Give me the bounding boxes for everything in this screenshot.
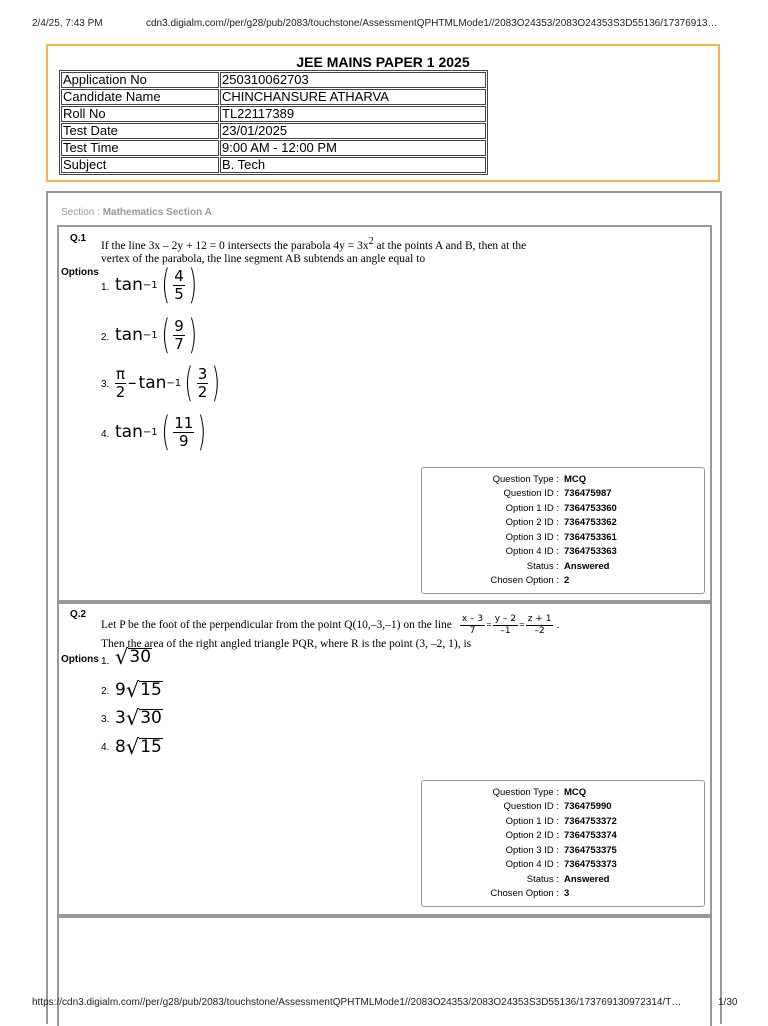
meta-value: 7364753374 <box>564 830 617 841</box>
option-4[interactable] <box>115 409 210 455</box>
denominator: –1 <box>500 625 511 636</box>
option-number: 4. <box>101 429 110 440</box>
meta-value: 7364753361 <box>564 532 617 543</box>
right-paren: ) <box>197 409 207 455</box>
meta-label: Option 2 ID : <box>505 517 559 528</box>
chosen-option-value: 3 <box>564 888 570 899</box>
question-text-part: If the line 3x – 2y + 12 = 0 intersects the parabola 4y = 3x <box>101 239 369 252</box>
meta-value: 7364753373 <box>564 859 617 870</box>
option-3[interactable] <box>115 360 224 406</box>
left-paren: ( <box>161 409 170 455</box>
numerator: 3 <box>197 364 208 383</box>
print-url: cdn3.digialm.com//per/g28/pub/2083/touchstone/AssessmentQPHTMLMode1//2083O24353/2083O24353S3D55136/17376913… <box>146 18 718 29</box>
meta-label: Option 3 ID : <box>505 845 559 856</box>
coefficient: 8 <box>115 737 126 757</box>
denominator: 2 <box>197 382 208 401</box>
question-text <box>101 612 701 651</box>
coefficient: 3 <box>115 708 126 728</box>
denominator: 7 <box>469 625 476 636</box>
numerator: 4 <box>174 266 184 285</box>
option-2[interactable] <box>115 680 163 700</box>
print-footer-url: https://cdn3.digialm.com//per/g28/pub/2083/touchstone/AssessmentQPHTMLMode1//2083O24353/2083O24353S3D55136/173769130972314/T… <box>32 997 682 1008</box>
table-row <box>61 157 486 173</box>
meta-row <box>422 844 704 858</box>
table-row <box>61 89 486 105</box>
square-root: √ 15 <box>125 678 162 702</box>
table-row <box>61 140 486 156</box>
right-paren: ) <box>211 360 221 406</box>
option-1[interactable] <box>115 645 152 669</box>
meta-value: 7364753372 <box>564 816 617 827</box>
meta-value: 736475987 <box>564 488 612 499</box>
meta-label: Option 1 ID : <box>505 816 559 827</box>
question-text-part: at the points A and B, then at the <box>373 239 527 252</box>
meta-row <box>422 473 704 487</box>
fraction <box>173 318 185 353</box>
question-text-line: Then the area of the right angled triangle PQR, where R is the point (3, –2, 1), is <box>101 638 472 650</box>
func-name: tan <box>138 373 167 393</box>
meta-row <box>422 560 704 574</box>
option-2[interactable] <box>115 312 200 358</box>
chosen-option-value: 2 <box>564 575 570 586</box>
meta-value: MCQ <box>564 474 587 485</box>
meta-row <box>422 858 704 872</box>
exam-title: JEE MAINS PAPER 1 2025 <box>296 54 470 70</box>
meta-row <box>422 887 704 901</box>
meta-row <box>422 574 704 588</box>
info-value: 23/01/2025 <box>220 123 486 139</box>
inverse-sup: −1 <box>142 329 158 341</box>
denominator: –2 <box>534 625 545 636</box>
meta-value: 736475990 <box>564 801 612 812</box>
radicand: 15 <box>140 680 162 700</box>
page-number: 1/30 <box>718 997 738 1008</box>
denominator: 9 <box>178 431 189 450</box>
meta-label: Question Type : <box>492 787 559 798</box>
meta-row <box>422 800 704 814</box>
left-paren: ( <box>161 312 170 358</box>
meta-row <box>422 873 704 887</box>
meta-label: Option 4 ID : <box>505 859 559 870</box>
option-number: 1. <box>101 656 110 667</box>
info-value: 9:00 AM - 12:00 PM <box>220 140 486 156</box>
print-datetime: 2/4/25, 7:43 PM <box>32 18 103 29</box>
equals-sign: = <box>486 619 492 631</box>
meta-label: Option 2 ID : <box>505 830 559 841</box>
right-paren: ) <box>188 262 197 308</box>
meta-row <box>422 516 704 530</box>
meta-row <box>422 786 704 800</box>
option-number: 2. <box>101 686 110 697</box>
func-name: tan <box>115 422 143 442</box>
numerator: 9 <box>174 316 184 335</box>
meta-row <box>422 829 704 843</box>
meta-value: 7364753375 <box>564 845 617 856</box>
radicand: 30 <box>140 708 162 728</box>
meta-label: Status : <box>526 874 559 885</box>
question-text-line <box>101 612 701 638</box>
inverse-sup: −1 <box>142 279 158 291</box>
meta-label: Option 4 ID : <box>505 546 559 557</box>
info-value: TL22117389 <box>220 106 486 122</box>
inverse-sup: −1 <box>166 377 182 389</box>
option-number: 3. <box>101 714 110 725</box>
fraction <box>173 415 194 450</box>
info-value: B. Tech <box>220 157 486 173</box>
fraction <box>115 366 126 401</box>
options-label: Options <box>61 267 99 278</box>
section-title <box>61 207 212 218</box>
meta-label: Chosen Option : <box>490 888 559 899</box>
numerator: y – 2 <box>494 613 517 624</box>
option-number: 4. <box>101 742 110 753</box>
meta-row <box>422 502 704 516</box>
table-row <box>61 106 486 122</box>
options-label: Options <box>61 654 99 665</box>
question-number: Q.2 <box>70 609 87 620</box>
left-paren: ( <box>184 360 194 406</box>
line-fraction-y <box>493 614 518 637</box>
option-1[interactable] <box>115 262 200 308</box>
equals-sign: = <box>519 619 525 631</box>
question-card-3 <box>57 916 712 1026</box>
question-meta-box <box>421 780 705 907</box>
meta-label: Option 3 ID : <box>505 532 559 543</box>
func-name: tan <box>115 325 143 345</box>
meta-value: 7364753360 <box>564 503 617 514</box>
coefficient: 9 <box>115 680 126 700</box>
square-root: √ 15 <box>125 735 162 759</box>
period: . <box>556 618 560 631</box>
question-card-1 <box>57 225 712 602</box>
section-prefix: Section : <box>61 207 103 218</box>
section-panel <box>46 191 722 1024</box>
exponent: 2 <box>368 236 374 247</box>
fraction <box>173 268 185 303</box>
denominator: 5 <box>174 284 184 303</box>
meta-value: 7364753363 <box>564 546 617 557</box>
denominator: 7 <box>174 334 184 353</box>
inverse-sup: −1 <box>142 426 158 438</box>
radicand: 30 <box>129 647 152 667</box>
candidate-info-table <box>59 70 488 175</box>
option-number: 3. <box>101 379 110 390</box>
info-label: Roll No <box>61 106 219 122</box>
meta-row <box>422 487 704 501</box>
info-value: CHINCHANSURE ATHARVA <box>220 89 486 105</box>
status-value: Answered <box>564 561 610 572</box>
meta-label: Option 1 ID : <box>505 503 559 514</box>
func-name: tan <box>115 275 143 295</box>
meta-label: Chosen Option : <box>490 575 559 586</box>
option-number: 2. <box>101 332 110 343</box>
meta-value: MCQ <box>564 787 587 798</box>
radicand: 15 <box>140 737 162 757</box>
minus-sign: – <box>128 373 137 393</box>
meta-value: 7364753362 <box>564 517 617 528</box>
numerator: z + 1 <box>527 613 552 624</box>
table-row <box>61 72 486 88</box>
option-number: 1. <box>101 282 110 293</box>
question-text-line: vertex of the parabola, the line segment AB subtends an angle equal to <box>101 252 426 265</box>
line-fraction-x <box>460 614 485 637</box>
numerator: 11 <box>174 413 194 432</box>
question-text-part: Let P be the foot of the perpendicular from the point Q(10,–3,–1) on the line <box>101 618 452 631</box>
question-meta-box <box>421 467 705 594</box>
info-label: Application No <box>61 72 219 88</box>
numerator: π <box>116 364 126 383</box>
info-label: Test Date <box>61 123 219 139</box>
square-root: √ 30 <box>115 645 152 669</box>
meta-row <box>422 545 704 559</box>
denominator: 2 <box>115 382 126 401</box>
meta-label: Status : <box>526 561 559 572</box>
numerator: x – 3 <box>461 613 484 624</box>
meta-row <box>422 815 704 829</box>
info-label: Test Time <box>61 140 219 156</box>
meta-label: Question ID : <box>503 488 559 499</box>
question-card-2 <box>57 602 712 916</box>
info-label: Candidate Name <box>61 89 219 105</box>
meta-row <box>422 531 704 545</box>
info-value: 250310062703 <box>220 72 486 88</box>
status-value: Answered <box>564 874 610 885</box>
meta-label: Question Type : <box>492 474 559 485</box>
info-label: Subject <box>61 157 219 173</box>
table-row <box>61 123 486 139</box>
square-root: √ 30 <box>125 706 162 730</box>
question-number: Q.1 <box>70 233 87 244</box>
meta-label: Question ID : <box>503 801 559 812</box>
candidate-info-panel <box>46 44 720 182</box>
line-fraction-z <box>526 614 554 637</box>
right-paren: ) <box>188 312 197 358</box>
section-name: Mathematics Section A <box>102 207 212 218</box>
left-paren: ( <box>161 262 170 308</box>
option-4[interactable] <box>115 737 163 757</box>
option-3[interactable] <box>115 708 163 728</box>
fraction <box>197 366 209 401</box>
